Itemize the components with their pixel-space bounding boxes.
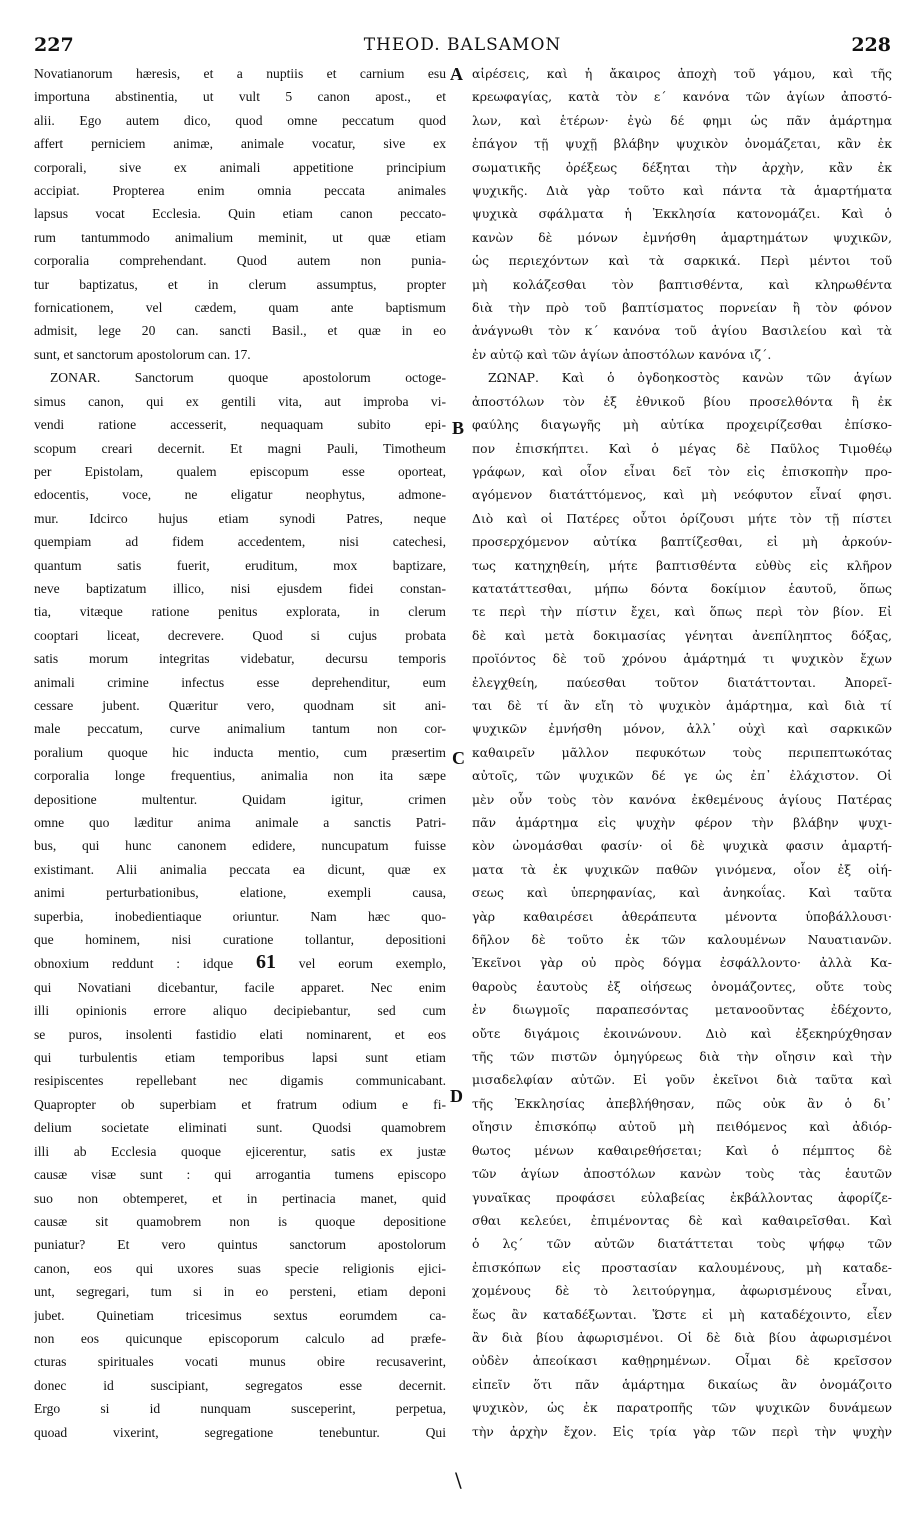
greek-line: τῆς Ἐκκλησίας ἀπεβλήθησαν, πῶς οὐκ ἂν ὁ δι᾽: [472, 1095, 892, 1111]
greek-line: ψυχικῶν ἐμνήσθη μόνον, ἀλλ᾽ οὐχὶ καὶ σαρκικῶν: [472, 721, 892, 737]
greek-line: κὸν ὠνομάσθαι φασίν· οἱ δὲ ψυχικὰ φασιν ἁμαρτή-: [472, 838, 892, 854]
latin-column: [34, 62, 446, 1444]
latin-line: illi opinionis errore aliquo decipiebantur, sed cum: [34, 1003, 446, 1019]
greek-line: κρεωφαγίας, κατὰ τὸν ε΄ κανόνα τῶν ἁγίων ἀποστό-: [472, 89, 892, 105]
latin-line: Novatianorum hæresis, et a nuptiis et carnium esu: [34, 66, 446, 81]
greek-line: ψυχικὰ σφάλματα ἡ Ἐκκλησία κατονομάζει. Καὶ ὁ: [472, 206, 892, 222]
latin-line: animali crimine infectus esse deprehenditur, eum: [34, 674, 446, 690]
greek-line: τὴν ἀρχὴν ἔχον. Εἰς τρία γὰρ τῶν περὶ τὴν ψυχὴν: [472, 1423, 892, 1439]
greek-line: ὡς περιεχόντων καὶ τὰ σαρκικά. Περὶ μέντοι τοῦ: [472, 253, 892, 269]
latin-line: quoad vixerint, segregatione tenebuntur. Qui: [34, 1424, 446, 1440]
greek-line: γὰρ καθαιρέσει ἀθεράπευτα μένοντα ὑποβάλλουσι·: [472, 908, 892, 924]
latin-line: unt, segregari, tum si in eo persteni, etiam deponi: [34, 1284, 446, 1300]
latin-line: edocentis, voce, ne eligatur neophytus, admone-: [34, 487, 446, 503]
latin-line-text: obnoxium reddunt : idque: [34, 956, 234, 972]
page-header: [34, 34, 891, 58]
latin-line: qui Novatiani dicebantur, facile apparet. Nec enim: [34, 979, 446, 995]
latin-line: corporalia longe frequentius, animalia non ita sæpe: [34, 768, 446, 784]
latin-line: Ergo si id nunquam susceperint, perpetua,: [34, 1401, 446, 1417]
greek-line: θαροὺς ἑαυτοὺς ἐξ οἰήσεως ὀνομάζοντες, οὔτε τοὺς: [472, 978, 892, 994]
latin-line: donec id suscipiant, segregatos esse decernit.: [34, 1377, 446, 1393]
latin-line: importuna abstinentia, ut vult 5 canon apost., et: [34, 89, 446, 105]
latin-line: se puros, insolenti fastidio elati nominarent, et eos: [34, 1026, 446, 1042]
right-page-number: 228: [851, 34, 891, 56]
greek-line: τῶν ἁγίων ἀποστόλων κανὼν τοὺς τὰς ἑαυτῶν: [472, 1166, 892, 1182]
latin-line: neve baptizatum illico, nisi ejusdem fidei constan-: [34, 580, 446, 596]
latin-line: superbia, inobedientiaque oriuntur. Nam hæc quo-: [34, 908, 446, 924]
latin-line: admisit, lege 20 can. sancti Basil., et quæ in eo: [34, 323, 446, 339]
latin-line: causæ sit quamobrem non is quoque depositione: [34, 1213, 446, 1229]
greek-line: ὁ λς΄ τῶν αὐτῶν διατάττεται τοὺς ψήφῳ τῶν: [472, 1236, 892, 1252]
greek-line: γυναῖκας προφάσει εὐλαβείας ἐκβάλλοντας ἀφορίζε-: [472, 1189, 892, 1205]
greek-line: αγόμενον διατάττόμενος, καὶ μὴ νεόφυτον εἶναί φησι.: [472, 487, 892, 503]
greek-line: ματα τὰ ἐκ ψυχικῶν παθῶν γινόμενα, οἷον ἐξ οἰή-: [472, 861, 892, 877]
greek-line: καθαιρεῖν μᾶλλον πεφυκότων τοὺς περιπεπτωκότας: [472, 744, 892, 760]
latin-line: canon, eos qui uxores suas specie religionis ejici-: [34, 1260, 446, 1276]
greek-line: ἀποστόλων τὸν ἐξ ἐθνικοῦ βίου προσελθόντα ἢ ἐκ: [472, 393, 892, 409]
greek-line: ἐλεγχθείη, παύεσθαι τοῦτον διατάττονται. Ἀπορεῖ-: [472, 674, 892, 690]
latin-line: Quapropter ob superbiam et fratrum odium e fi-: [34, 1096, 446, 1112]
greek-line: εἰπεῖν ὅτι πᾶν ἁμάρτημα δικαίως ἂν ὀνομάζοιτο: [472, 1376, 892, 1392]
greek-line: ἐπισκόπων εἰς προστασίαν καλουμένους, μὴ καταδε-: [472, 1259, 892, 1275]
latin-line: simus canon, qui ex gentili vita, aut improba vi-: [34, 393, 446, 409]
latin-line: qui turbulentis etiam temporibus lapsi sunt etiam: [34, 1050, 446, 1066]
greek-line: Διὸ καὶ οἱ Πατέρες οὗτοι ὁρίζουσι μήτε τὸν τῇ πίστει: [472, 510, 892, 526]
latin-line: rum tantummodo animalium meminit, ut quæ etiam: [34, 229, 446, 245]
greek-line: μὴ κολάζεσθαι τὸν βαπτισθέντα, καὶ κληρωθέντα: [472, 276, 892, 292]
latin-line: affert perniciem animæ, animale vocatur, sive ex: [34, 136, 446, 152]
greek-line: ΖΩΝΑΡ. Καὶ ὁ ὀγδοηκοστὸς κανὼν τῶν ἁγίων: [488, 370, 892, 386]
greek-line: πον ἐπισκήπτει. Καὶ ὁ μέγας δὲ Παῦλος Τιμοθέῳ: [472, 440, 892, 456]
greek-line: ψυχικῆς. Διὰ γὰρ τοῦτο καὶ πάντα τὰ ἁμαρτήματα: [472, 183, 892, 199]
greek-line: προϊόντος δὲ τοῦ χρόνου ἁμάρτημά τι ψυχικὸν ἔχων: [472, 651, 892, 667]
greek-column: [472, 62, 892, 1443]
inline-figure-number: 61: [255, 951, 276, 974]
latin-line: animi perturbationibus, elatione, exempli causa,: [34, 885, 446, 901]
section-marker-a: A: [450, 64, 463, 84]
latin-line: omne quo læditur anima animale a sanctis Patri-: [34, 815, 446, 830]
greek-line: κατατάττεσθαι, μήπω δόντα δοκίμιον ἑαυτοῦ, ὅπως: [472, 580, 892, 596]
greek-line: δῆλον δὲ τοῦτο ἐκ τῶν καλουμένων Ναυατιανῶν.: [472, 932, 892, 948]
latin-line: depositione multentur. Quidam igitur, crimen: [34, 791, 446, 807]
latin-line: tur baptizatus, et in clerum assumptus, propter: [34, 276, 446, 292]
greek-line: ται δὲ τί ἂν εἴη τὸ ψυχικὸν ἁμάρτημα, καὶ διὰ τί: [472, 697, 892, 713]
greek-line: οὔτε διγάμοις ἐκοινώνουν. Διὸ καὶ ἐξεκηρύχθησαν: [472, 1025, 892, 1041]
greek-line: τως κατηχηθείη, μήτε βαπτισθέντα εὐθὺς εἰς κλῆρον: [472, 557, 892, 573]
latin-line: que hominem, nisi curatione tollantur, depositioni: [34, 932, 446, 948]
greek-line: δὲ καὶ μετὰ δοκιμασίας γένηται ἀνεπίληπτος δόξας,: [472, 627, 892, 643]
left-page-number: 227: [34, 34, 74, 56]
latin-line: puniatur? Et vero quintus sanctorum apostolorum: [34, 1237, 446, 1253]
greek-line: διὰ τὴν πρὸ τοῦ βαπτίσματος πορνείαν ἢ τὸν φόνον: [472, 300, 892, 316]
latin-line: cturas spirituales vocati munus obire recusaverint,: [34, 1354, 446, 1370]
latin-line: tia, vitæque ratione penitus explorata, in clerum: [34, 604, 446, 620]
greek-line: προσερχόμενον αὐτίκα βαπτίζεσθαι, εἰ μὴ ἀρκούν-: [472, 534, 892, 550]
greek-line: κανὼν δὲ μόνων ἐμνήσθη ἁμαρτημάτων ψυχικῶν,: [472, 229, 892, 245]
greek-line: λων, καὶ ἑτέρων· ἐγὼ δέ φημι ὡς πᾶν ἁμάρτημα: [472, 112, 892, 128]
greek-line: σθαι κελεύει, ἐπιμένοντας δὲ καὶ καθαιρεῖσθαι. Καὶ: [472, 1212, 892, 1228]
latin-line: scopum creari decernit. Et magni Pauli, Timotheum: [34, 440, 446, 456]
greek-line: ἀνάγνωθι τὸν κ΄ κανόνα τοῦ ἁγίου Βασιλείου καὶ τὰ: [472, 323, 892, 339]
greek-line: πᾶν ἁμάρτημα εἰς ψυχὴν φέρον τὴν βλάβην ψυχι-: [472, 815, 892, 830]
latin-line: [34, 951, 446, 975]
section-marker-d: D: [450, 1086, 463, 1106]
greek-line: ἕως ἂν καταδέξωνται. Ὥστε εἰ μὴ καταδέχοιντο, εἶεν: [472, 1306, 892, 1322]
latin-line: quempiam ad fidem accedentem, nisi catechesi,: [34, 534, 446, 550]
latin-line: non eos quicunque episcoporum calculo ad præfe-: [34, 1330, 446, 1346]
latin-line: illi ab Ecclesia quoque ejicerentur, satis ex justæ: [34, 1143, 446, 1159]
latin-line: bus, qui hunc canonem edidere, nuncupatum fuisse: [34, 838, 446, 854]
greek-line: οἴησιν ἐπισκόπῳ αὐτοῦ μὴ πειθόμενος καὶ ἀδιόρ-: [472, 1119, 892, 1135]
latin-line: delium societate eliminati sunt. Quodsi quamobrem: [34, 1120, 446, 1136]
latin-line: per Epistolam, qualem episcopum esse oporteat,: [34, 463, 446, 479]
latin-line: ZONAR. Sanctorum quoque apostolorum octoge-: [50, 370, 446, 386]
latin-line: existimant. Alii animalia peccata ea dicunt, quæ ex: [34, 861, 446, 877]
latin-line: corporali, sive ex animali appetitione principium: [34, 159, 446, 175]
latin-line: satis morum integritas videbatur, decursu temporis: [34, 651, 446, 667]
bottom-mark: \: [455, 1468, 462, 1492]
latin-line: lapsus vocat Ecclesia. Quin etiam canon peccato-: [34, 206, 446, 222]
greek-line: μισαδελφίαν αὐτῶν. Εἰ γοῦν ἐκεῖνοι διὰ ταῦτα καὶ: [472, 1072, 892, 1088]
latin-line: alii. Ego autem dico, quod omne peccatum quod: [34, 112, 446, 128]
greek-line: ψυχικὸν, ὡς ἐκ παρατροπῆς τῶν ψυχικῶν δυνάμεων: [472, 1400, 892, 1416]
greek-line: Ἐκεῖνοι γὰρ οὐ πρὸς δόγμα ἐσφάλλοντο· ἀλλὰ Κα-: [472, 955, 892, 971]
greek-line: θωτος μένων καθαιρεθήσεται; Καὶ ὁ πέμπτος δὲ: [472, 1142, 892, 1158]
greek-line: αἱρέσεις, καὶ ἡ ἄκαιρος ἀποχὴ τοῦ γάμου, καὶ τῆς: [472, 66, 892, 81]
greek-line: ἐπάγον τῇ ψυχῇ βλάβην ψυχικὸν ὀνομάζεται, κἂν ἐκ: [472, 136, 892, 152]
latin-line: vendi ratione accesserit, nequaquam subito epi-: [34, 417, 446, 433]
latin-line: mur. Idcirco hujus etiam synodi Patres, neque: [34, 510, 446, 526]
latin-line: accipiat. Propterea enim omnia peccata animales: [34, 183, 446, 199]
greek-line: σωματικῆς ὀρέξεως δέξηται τὴν ἀρχὴν, κἂν ἐκ: [472, 159, 892, 175]
greek-line: ἂν διὰ βίου ἀφωρισμένοι. Οἱ δὲ διὰ βίου ἀφωρισμένοι: [472, 1329, 892, 1345]
greek-line: τε περὶ τὴν πίστιν ἔχει, καὶ ὅπως περὶ τὸν βίον. Εἰ: [472, 604, 892, 620]
latin-line: causæ visæ sunt : qui arrogantia tumens episcopo: [34, 1167, 446, 1183]
greek-line: οὐδὲν ἀπεοίκασι καθῃρημένων. Οἶμαι δὲ κρεῖσσον: [472, 1353, 892, 1369]
latin-line: corporalia comprehendant. Quod autem non punia-: [34, 253, 446, 269]
latin-line-text: vel eorum exemplo,: [298, 956, 446, 972]
running-title: THEOD. BALSAMON: [363, 35, 562, 55]
latin-line: resipiscentes repellebant nec digamis communicabant.: [34, 1073, 446, 1089]
greek-line: αὐτοῖς, τῶν ψυχικῶν δέ γε ὡς ἐπ᾽ ἐλάχιστον. Οἱ: [472, 768, 892, 784]
latin-line: cooptari liceat, decrevere. Quod si cujus probata: [34, 627, 446, 643]
greek-line: σεως καὶ ὑπερηφανίας, καὶ ἀνηκοΐας. Καὶ ταῦτα: [472, 885, 892, 901]
greek-line: χομένους δὲ τὸ λειτούργημα, ἀφωρισμένους εἶναι,: [472, 1283, 892, 1299]
latin-line: quantum satis fuerit, eruditum, mox baptizare,: [34, 557, 446, 573]
latin-line: suo non obtemperet, et in pertinacia manet, quid: [34, 1190, 446, 1206]
latin-line: cessare jubent. Quæritur vero, quodnam sit ani-: [34, 697, 446, 713]
section-marker-c: C: [452, 748, 465, 768]
greek-line: ἐν αὐτῷ καὶ τῶν ἁγίων ἀποστόλων κανόνα ιζ΄.: [472, 346, 772, 362]
latin-line: poralium quoque hic inducta mentio, cum præsertim: [34, 744, 446, 760]
section-marker-b: B: [452, 418, 465, 438]
greek-line: μὲν οὖν τοὺς τὸν κανόνα ἐκθεμένους ἁγίους Πατέρας: [472, 791, 892, 807]
latin-line: sunt, et sanctorum apostolorum can. 17.: [34, 346, 251, 362]
latin-line: jubet. Quinetiam tricesimus sextus eorumdem ca-: [34, 1307, 446, 1323]
greek-line: γράφων, καὶ οἷον εἶναι δεῖ τὸν εἰς ἐπισκοπὴν προ-: [472, 463, 892, 479]
latin-line: male peccatum, curve animalium tantum non cor-: [34, 721, 446, 737]
greek-line: φαύλης διαγωγῆς μὴ αὐτίκα προχειρίζεσθαι ἐπίσκο-: [472, 417, 892, 433]
greek-line: τῆς τῶν πιστῶν ὁμηγύρεως διὰ τὴν οἴησιν καὶ τὴν: [472, 1049, 892, 1065]
latin-line: fornicationem, vel cædem, quam ante baptismum: [34, 300, 446, 316]
greek-line: ἐν διωγμοῖς παραπεσόντας μετανοοῦντας ἐδέχοντο,: [472, 1002, 892, 1018]
